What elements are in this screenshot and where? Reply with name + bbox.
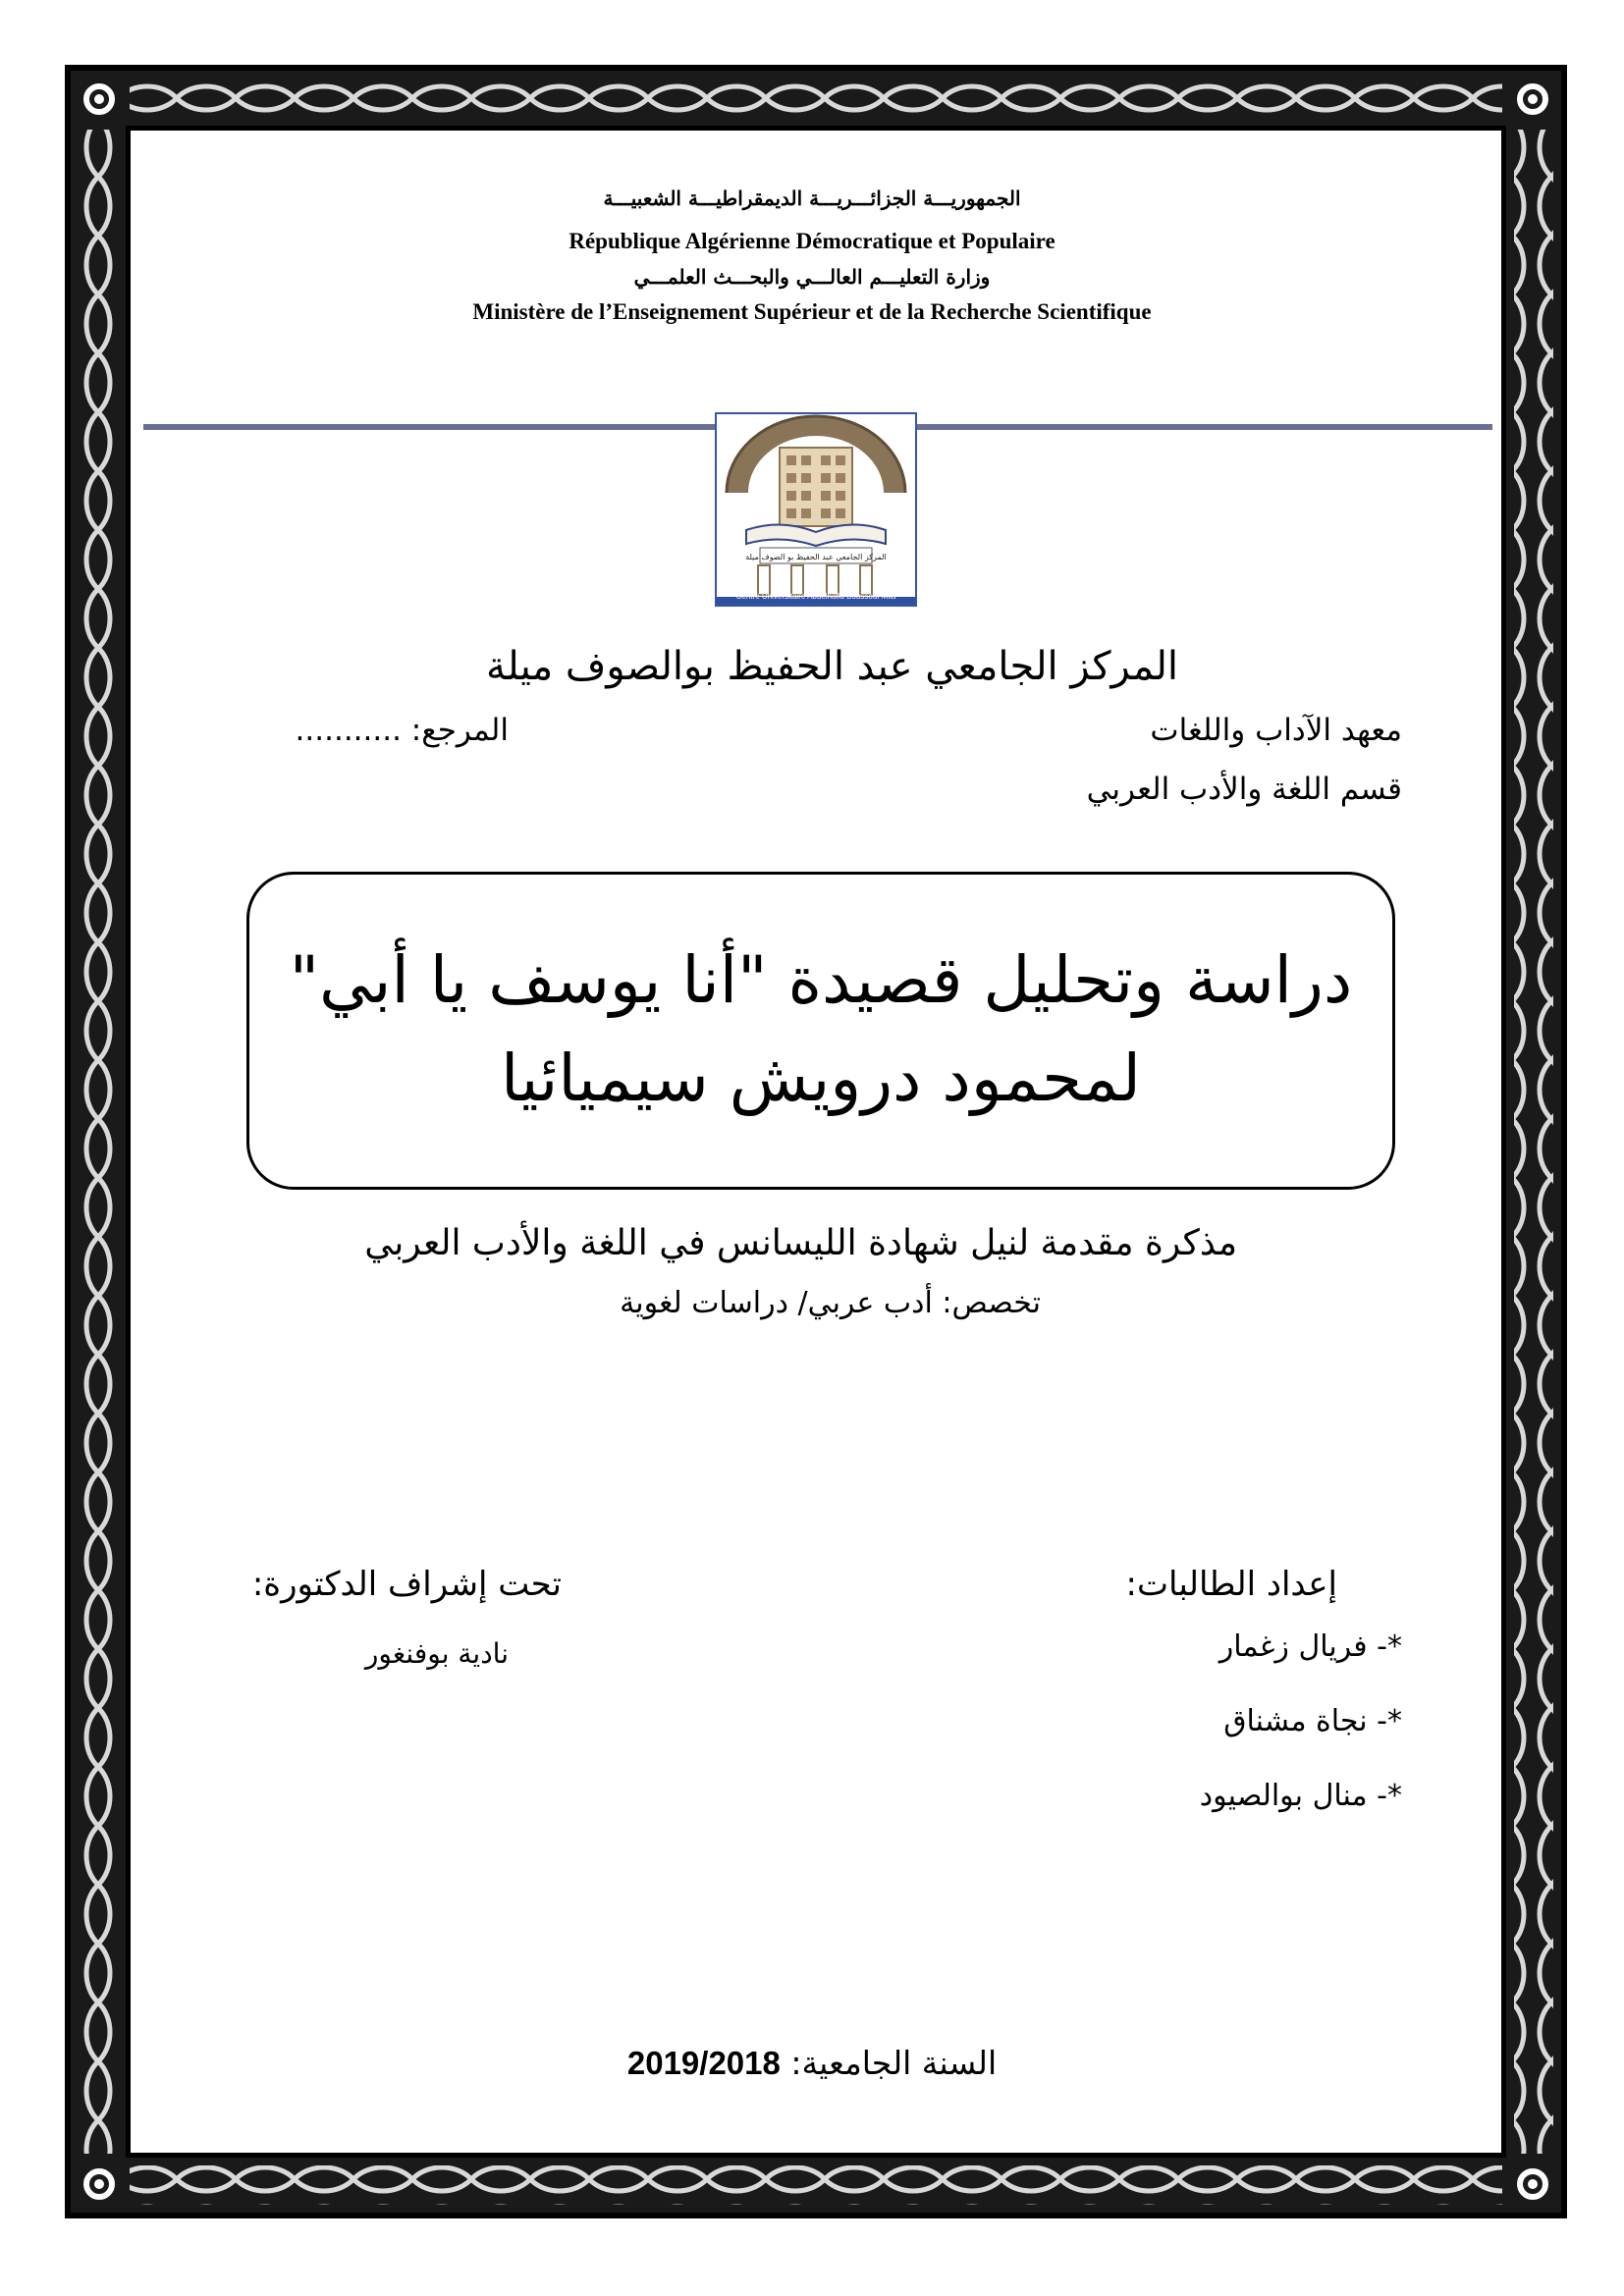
corner-ornament-top-left: [71, 71, 128, 128]
corner-ornament-bottom-left: [71, 2156, 128, 2213]
student-name: *- فريال زغمار: [1218, 1629, 1402, 1664]
supervisor-heading: تحت إشراف الدكتورة:: [251, 1565, 562, 1604]
republic-name-french: République Algérienne Démocratique et Populaire: [568, 229, 1056, 253]
corner-ornament-bottom-right: [1504, 2156, 1561, 2213]
building-icon: [717, 414, 915, 605]
thesis-title-line-2: لمحمود درويش سيميائيا: [501, 1041, 1141, 1116]
memo-description: مذكرة مقدمة لنيل شهادة الليسانس في اللغة والأدب العربي: [364, 1223, 1237, 1263]
university-logo: [715, 412, 917, 607]
ministry-name-arabic: وزارة التعليـــم العالـــي والبحـــث العلمـــي: [633, 265, 991, 289]
student-name: *- نجاة مشناق: [1223, 1704, 1402, 1738]
university-center-name: المركز الجامعي عبد الحفيظ بوالصوف ميلة: [486, 644, 1178, 689]
department-name: قسم اللغة والأدب العربي: [1086, 772, 1402, 807]
logo-seal-text: المركز الجامعي عبد الحفيظ بو الصوف ميلة: [745, 553, 887, 561]
thesis-title-line-1: دراسة وتحليل قصيدة "أنا يوسف يا أبي": [289, 942, 1353, 1018]
academic-year-label: السنة الجامعية:: [790, 2044, 998, 2082]
ministry-name-french: Ministère de l’Enseignement Supérieur et de la Recherche Scientifique: [472, 299, 1152, 324]
student-name: *- منال بوالصيود: [1199, 1779, 1402, 1813]
academic-year: [0, 2044, 1624, 2082]
reference-field: المرجع: ...........: [295, 713, 509, 748]
memo-specialty: تخصص: أدب عربي/ دراسات لغوية: [620, 1286, 1041, 1320]
corner-ornament-top-right: [1504, 71, 1561, 128]
supervisor-name: نادية بوفنغور: [364, 1637, 509, 1670]
academic-year-value: 2019/2018: [626, 2045, 781, 2081]
thesis-title-box: [246, 872, 1395, 1190]
republic-name-arabic: الجمهوريـــة الجزائـــريـــة الديمقراطيـــة الشعبيـــة: [603, 187, 1021, 210]
logo-caption: Centre Universitaire Abdelhafid Boussouf Mila: [735, 592, 896, 601]
students-heading: إعداد الطالبات:: [1125, 1565, 1337, 1604]
institute-name: معهد الآداب واللغات: [1150, 713, 1402, 748]
